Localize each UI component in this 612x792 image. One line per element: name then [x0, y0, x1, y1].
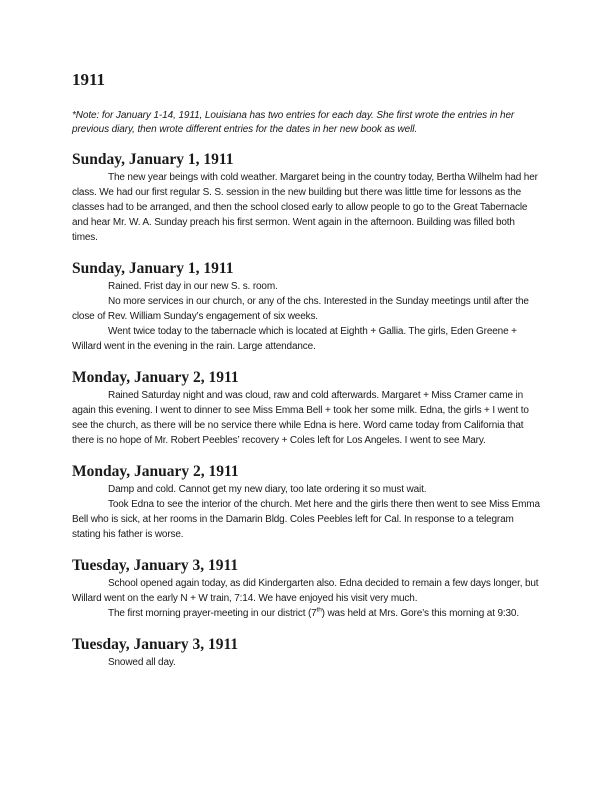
entry-paragraph: The new year beings with cold weather. Margaret being in the country today, Bertha Wilhelm had her class. We had our first regular S. S. session in the new building but there was little time for lessons as the classes had to be arranged, and then the school closed early to allow people to go to the Great Tabernacle and hear Mr. W. A. Sunday preach his first sermon. Went again in the afternoon. Building was filled both times.: [72, 172, 538, 243]
editor-note: *Note: for January 1-14, 1911, Louisiana has two entries for each day. She first wrote the entries in her previous diary, then wrote different entries for the dates in her new book as well.: [72, 110, 515, 135]
entry-paragraph: [72, 606, 542, 621]
entry-paragraph: No more services in our church, or any of the chs. Interested in the Sunday meetings until after the close of Rev. William Sunday’s engagement of six weeks.: [72, 296, 529, 322]
diary-entry: [72, 151, 542, 245]
entry-paragraph: Damp and cold. Cannot get my new diary, too late ordering it so must wait.: [108, 484, 427, 495]
entry-date-heading: Sunday, January 1, 1911: [72, 260, 234, 277]
entry-date-heading: Tuesday, January 3, 1911: [72, 636, 239, 653]
diary-entry: [72, 260, 542, 354]
entry-date-heading: Monday, January 2, 1911: [72, 463, 239, 480]
entry-paragraph: Went twice today to the tabernacle which is located at Eighth + Gallia. The girls, Eden Greene + Willard went in the evening in the rain. Large attendance.: [72, 326, 517, 352]
ordinal-superscript: th: [316, 606, 322, 614]
entry-paragraph: Took Edna to see the interior of the church. Met here and the girls there then went to see Miss Emma Bell who is sick, at her rooms in the Damarin Bldg. Coles Peebles left for Cal. In response to a telegram stating his father is worse.: [72, 499, 540, 540]
diary-entry: [72, 557, 542, 621]
diary-entry: [72, 369, 542, 448]
entry-paragraph: Rained. Frist day in our new S. s. room.: [108, 281, 278, 292]
entry-date-heading: Monday, January 2, 1911: [72, 369, 239, 386]
entry-paragraph: School opened again today, as did Kindergarten also. Edna decided to remain a few days longer, but Willard went on the early N + W train, 7:14. We have enjoyed his visit very much.: [72, 578, 539, 604]
paragraph-text: The first morning prayer-meeting in our district (7: [108, 608, 317, 619]
entry-paragraph: Rained Saturday night and was cloud, raw and cold afterwards. Margaret + Miss Cramer came in again this evening. I went to dinner to see Miss Emma Bell + took her some milk. Edna, the girls + I went to see the church, as there will be no service there while Edna is here. Word came today from California that there is no hope of Mr. Robert Peebles’ recovery + Coles left for Los Angeles. I went to see Mary.: [72, 390, 529, 446]
diary-entry: [72, 636, 542, 670]
diary-entry: [72, 463, 542, 542]
year-heading: 1911: [72, 70, 106, 89]
page-content: [72, 70, 542, 685]
entry-date-heading: Tuesday, January 3, 1911: [72, 557, 239, 574]
entry-date-heading: Sunday, January 1, 1911: [72, 151, 234, 168]
entry-paragraph: Snowed all day.: [108, 657, 176, 668]
paragraph-text: ) was held at Mrs. Gore’s this morning at 9:30.: [321, 608, 519, 619]
